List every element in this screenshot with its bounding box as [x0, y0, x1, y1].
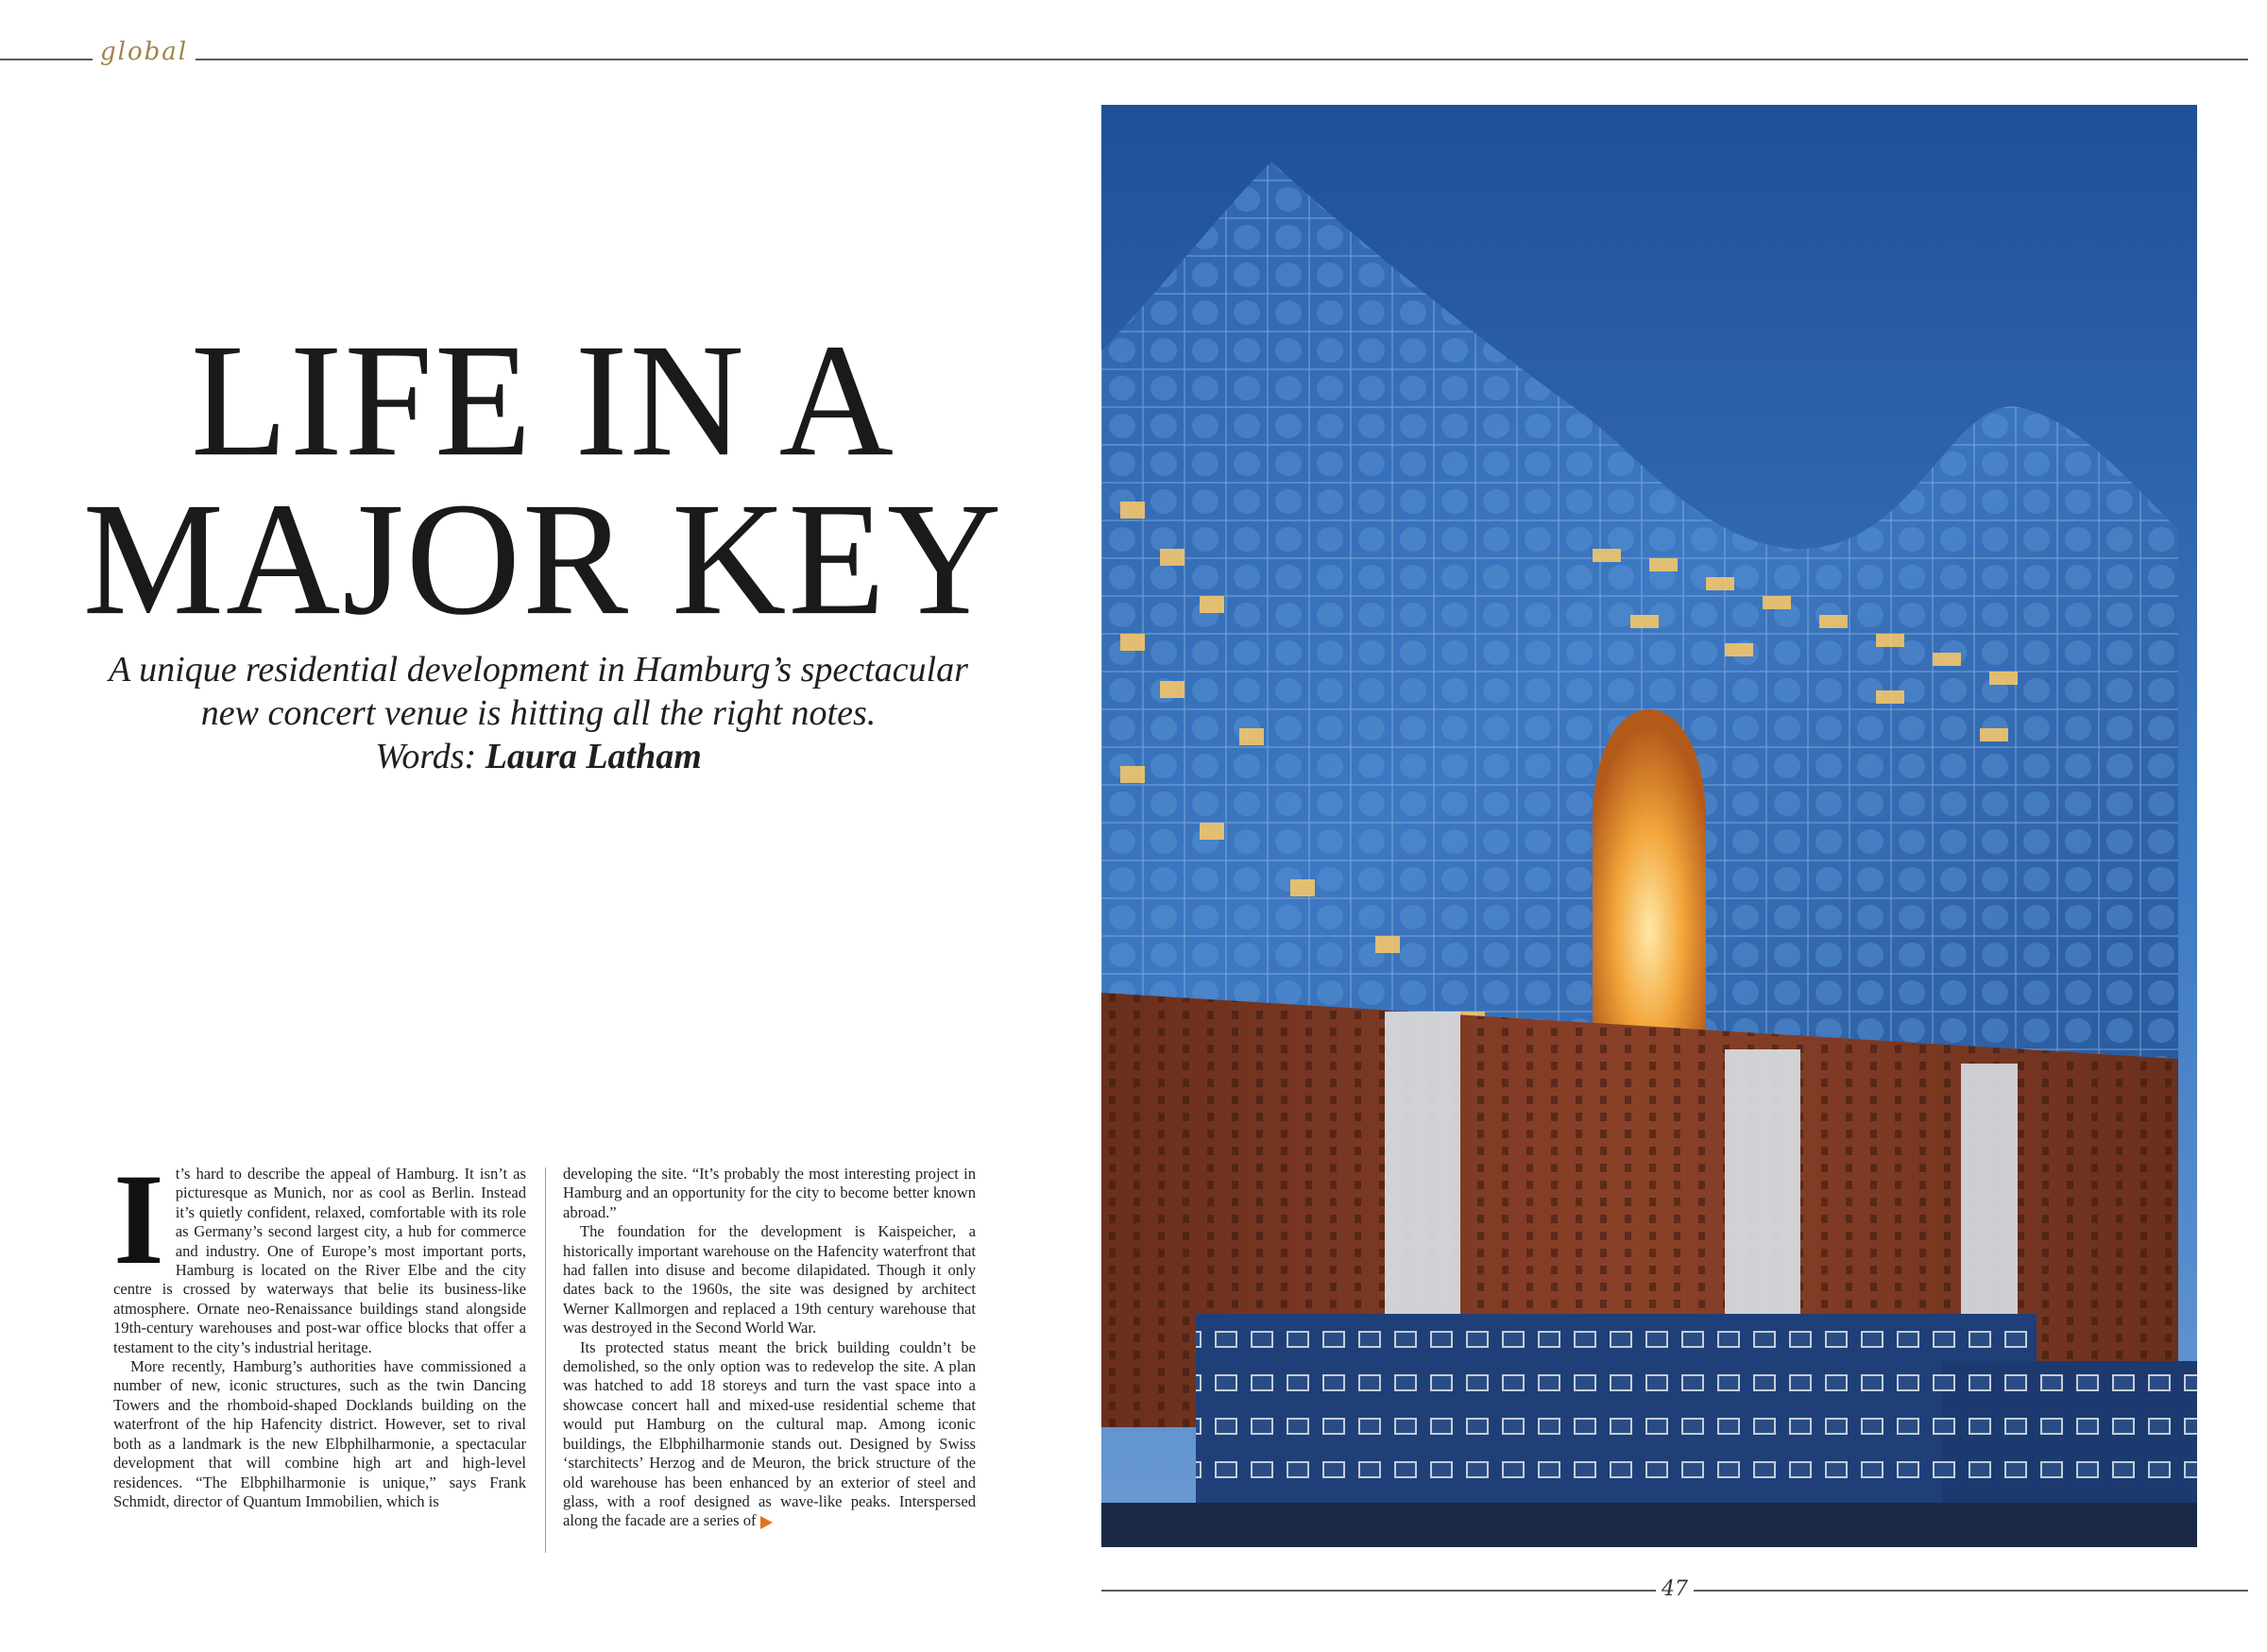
article-column-2	[563, 1165, 976, 1554]
page-number: 47	[1656, 1577, 1694, 1602]
elbphilharmonie-photo	[1101, 105, 2197, 1547]
article-paragraph: The foundation for the development is Kaispeicher, a historically important warehouse on the Hafencity waterfront that had fallen into disuse and become dilapidated. Though it only dates back to the 1960s, the site was designed by architect Werner Kallmorgen and replaced a 19th century warehouse that was destroyed in the Second World War.	[563, 1222, 976, 1337]
continue-arrow-icon	[760, 1516, 773, 1529]
standfirst-line-1: A unique residential development in Hamburg’s spectacular	[109, 650, 968, 690]
article-column-1	[113, 1165, 526, 1554]
standfirst-line-2: new concert venue is hitting all the right notes.	[200, 693, 877, 733]
building-illustration	[1101, 105, 2197, 1547]
drop-cap: I	[113, 1165, 164, 1291]
article-paragraph-text: t’s hard to describe the appeal of Hamburg. It isn’t as picturesque as Munich, nor as cool as Berlin. Instead it’s quietly confident, relaxed, comfortable with its role as Germany’s second largest city, a hub for commerce and industry. One of Europe’s most important ports, Hamburg is located on the River Elbe and the city centre is crossed by waterways that belie its business-like atmosphere. Ornate neo-Renaissance buildings stand alongside 19th-century warehouses and post-war office blocks that offer a testament to the city’s industrial heritage.	[113, 1165, 526, 1356]
section-label: global	[93, 38, 196, 66]
standfirst	[94, 648, 982, 778]
article-paragraph-text: Its protected status meant the brick building couldn’t be demolished, so the only option was to redevelop the site. A plan was hatched to add 18 storeys and turn the vast space into a showcase concert hall and mixed-use residential scheme that would put Hamburg on the cultural map. Among iconic buildings, the Elbphilharmonie stands out. Designed by Swiss ‘starchitects’ Herzog and de Meuron, the brick structure of the old warehouse has been enhanced by an exterior of steel and glass, with a roof designed as wave-like peaks. Interspersed along the facade are a series of	[563, 1337, 976, 1530]
headline	[57, 311, 1030, 649]
byline	[94, 735, 982, 778]
headline-line-1: LIFE IN A	[191, 311, 895, 490]
byline-author: Laura Latham	[485, 737, 702, 776]
article-paragraph: developing the site. “It’s probably the most interesting project in Hamburg and an opportunity for the city to become better known abroad.”	[563, 1165, 976, 1221]
column-divider	[545, 1167, 546, 1553]
byline-prefix: Words:	[375, 737, 486, 776]
article-paragraph	[563, 1338, 976, 1531]
article-paragraph	[113, 1165, 526, 1357]
headline-line-2: MAJOR KEY	[82, 469, 1004, 649]
article-paragraph: More recently, Hamburg’s authorities have commissioned a number of new, iconic structures, such as the twin Dancing Towers and the rhomboid-shaped Docklands building on the waterfront of the hip Hafencity district. However, set to rival both as a landmark is the new Elbphilharmonie, a spectacular development that will combine high art and high-level residences. “The Elbphilharmonie is unique,” says Frank Schmidt, director of Quantum Immobilien, which is	[113, 1357, 526, 1510]
header-rule-right	[1101, 59, 2248, 60]
